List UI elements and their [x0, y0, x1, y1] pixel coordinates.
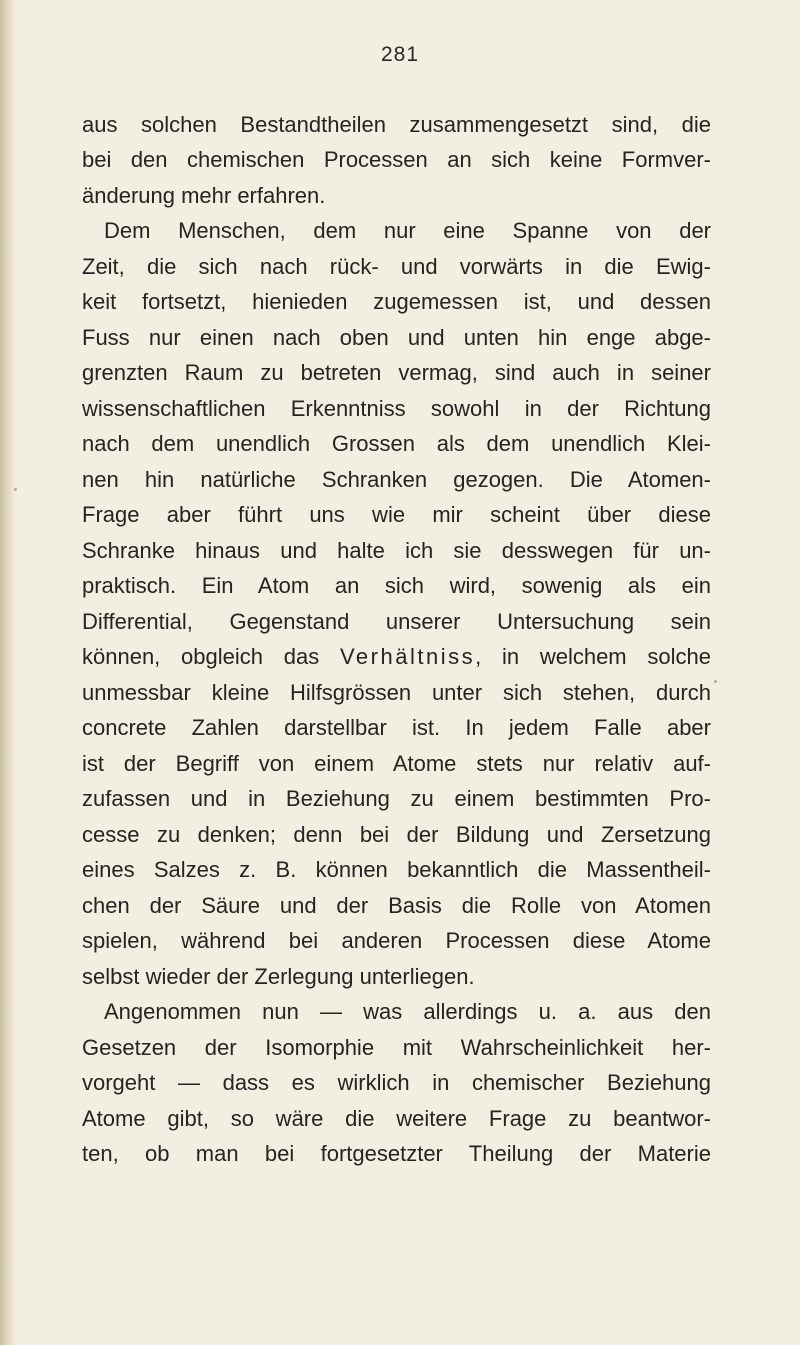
text-line: cesse zu denken; denn bei der Bildung und Zersetzung: [82, 822, 711, 847]
text-line: Zeit, die sich nach rück- und vorwärts in die Ewig-: [82, 254, 711, 279]
text-line: spielen, während bei anderen Processen diese Atome: [82, 928, 711, 953]
text-line: wissenschaftlichen Erkenntniss sowohl in der Richtung: [82, 396, 711, 421]
text-line: nen hin natürliche Schranken gezogen. Die Atomen-: [82, 467, 711, 492]
text-line: Dem Menschen, dem nur eine Spanne von der: [104, 218, 711, 243]
paper-speck: [714, 680, 717, 683]
text-fragment: , in welchem solche: [475, 644, 711, 669]
text-line: Angenommen nun — was allerdings u. a. aus den: [104, 999, 711, 1024]
text-line: selbst wieder der Zerlegung unterliegen.: [82, 964, 475, 989]
text-line: Differential, Gegenstand unserer Untersuchung sein: [82, 609, 711, 634]
text-line: ten, ob man bei fortgesetzter Theilung der Materie: [82, 1141, 711, 1166]
text-line: Frage aber führt uns wie mir scheint über diese: [82, 502, 711, 527]
text-line: grenzten Raum zu betreten vermag, sind auch in seiner: [82, 360, 711, 385]
paper-speck: [14, 488, 17, 491]
text-line: eines Salzes z. B. können bekanntlich die Massentheil-: [82, 857, 711, 882]
text-line: änderung mehr erfahren.: [82, 183, 326, 208]
text-line: zufassen und in Beziehung zu einem bestimmten Pro-: [82, 786, 711, 811]
text-line: keit fortsetzt, hienieden zugemessen ist, und dessen: [82, 289, 711, 314]
text-line: vorgeht — dass es wirklich in chemischer Beziehung: [82, 1070, 711, 1095]
text-line: Gesetzen der Isomorphie mit Wahrscheinlichkeit her-: [82, 1035, 711, 1060]
text-line: Atome gibt, so wäre die weitere Frage zu beantwor-: [82, 1106, 711, 1131]
text-line: bei den chemischen Processen an sich keine Formver-: [82, 147, 711, 172]
text-line: praktisch. Ein Atom an sich wird, sowenig als ein: [82, 573, 711, 598]
text-line: [82, 639, 711, 675]
text-line: aus solchen Bestandtheilen zusammengesetzt sind, die: [82, 112, 711, 137]
page-number: 281: [380, 43, 420, 66]
text-line: unmessbar kleine Hilfsgrössen unter sich stehen, durch: [82, 680, 711, 705]
text-fragment: können, obgleich das: [82, 644, 340, 669]
text-line: nach dem unendlich Grossen als dem unendlich Klei-: [82, 431, 711, 456]
text-line: ist der Begriff von einem Atome stets nur relativ auf-: [82, 751, 711, 776]
text-line: concrete Zahlen darstellbar ist. In jedem Falle aber: [82, 715, 711, 740]
text-line: chen der Säure und der Basis die Rolle von Atomen: [82, 893, 711, 918]
emphasized-word: Verhältniss: [339, 644, 476, 669]
text-line: Schranke hinaus und halte ich sie desswegen für un-: [82, 538, 711, 563]
text-line: Fuss nur einen nach oben und unten hin enge abge-: [82, 325, 711, 350]
